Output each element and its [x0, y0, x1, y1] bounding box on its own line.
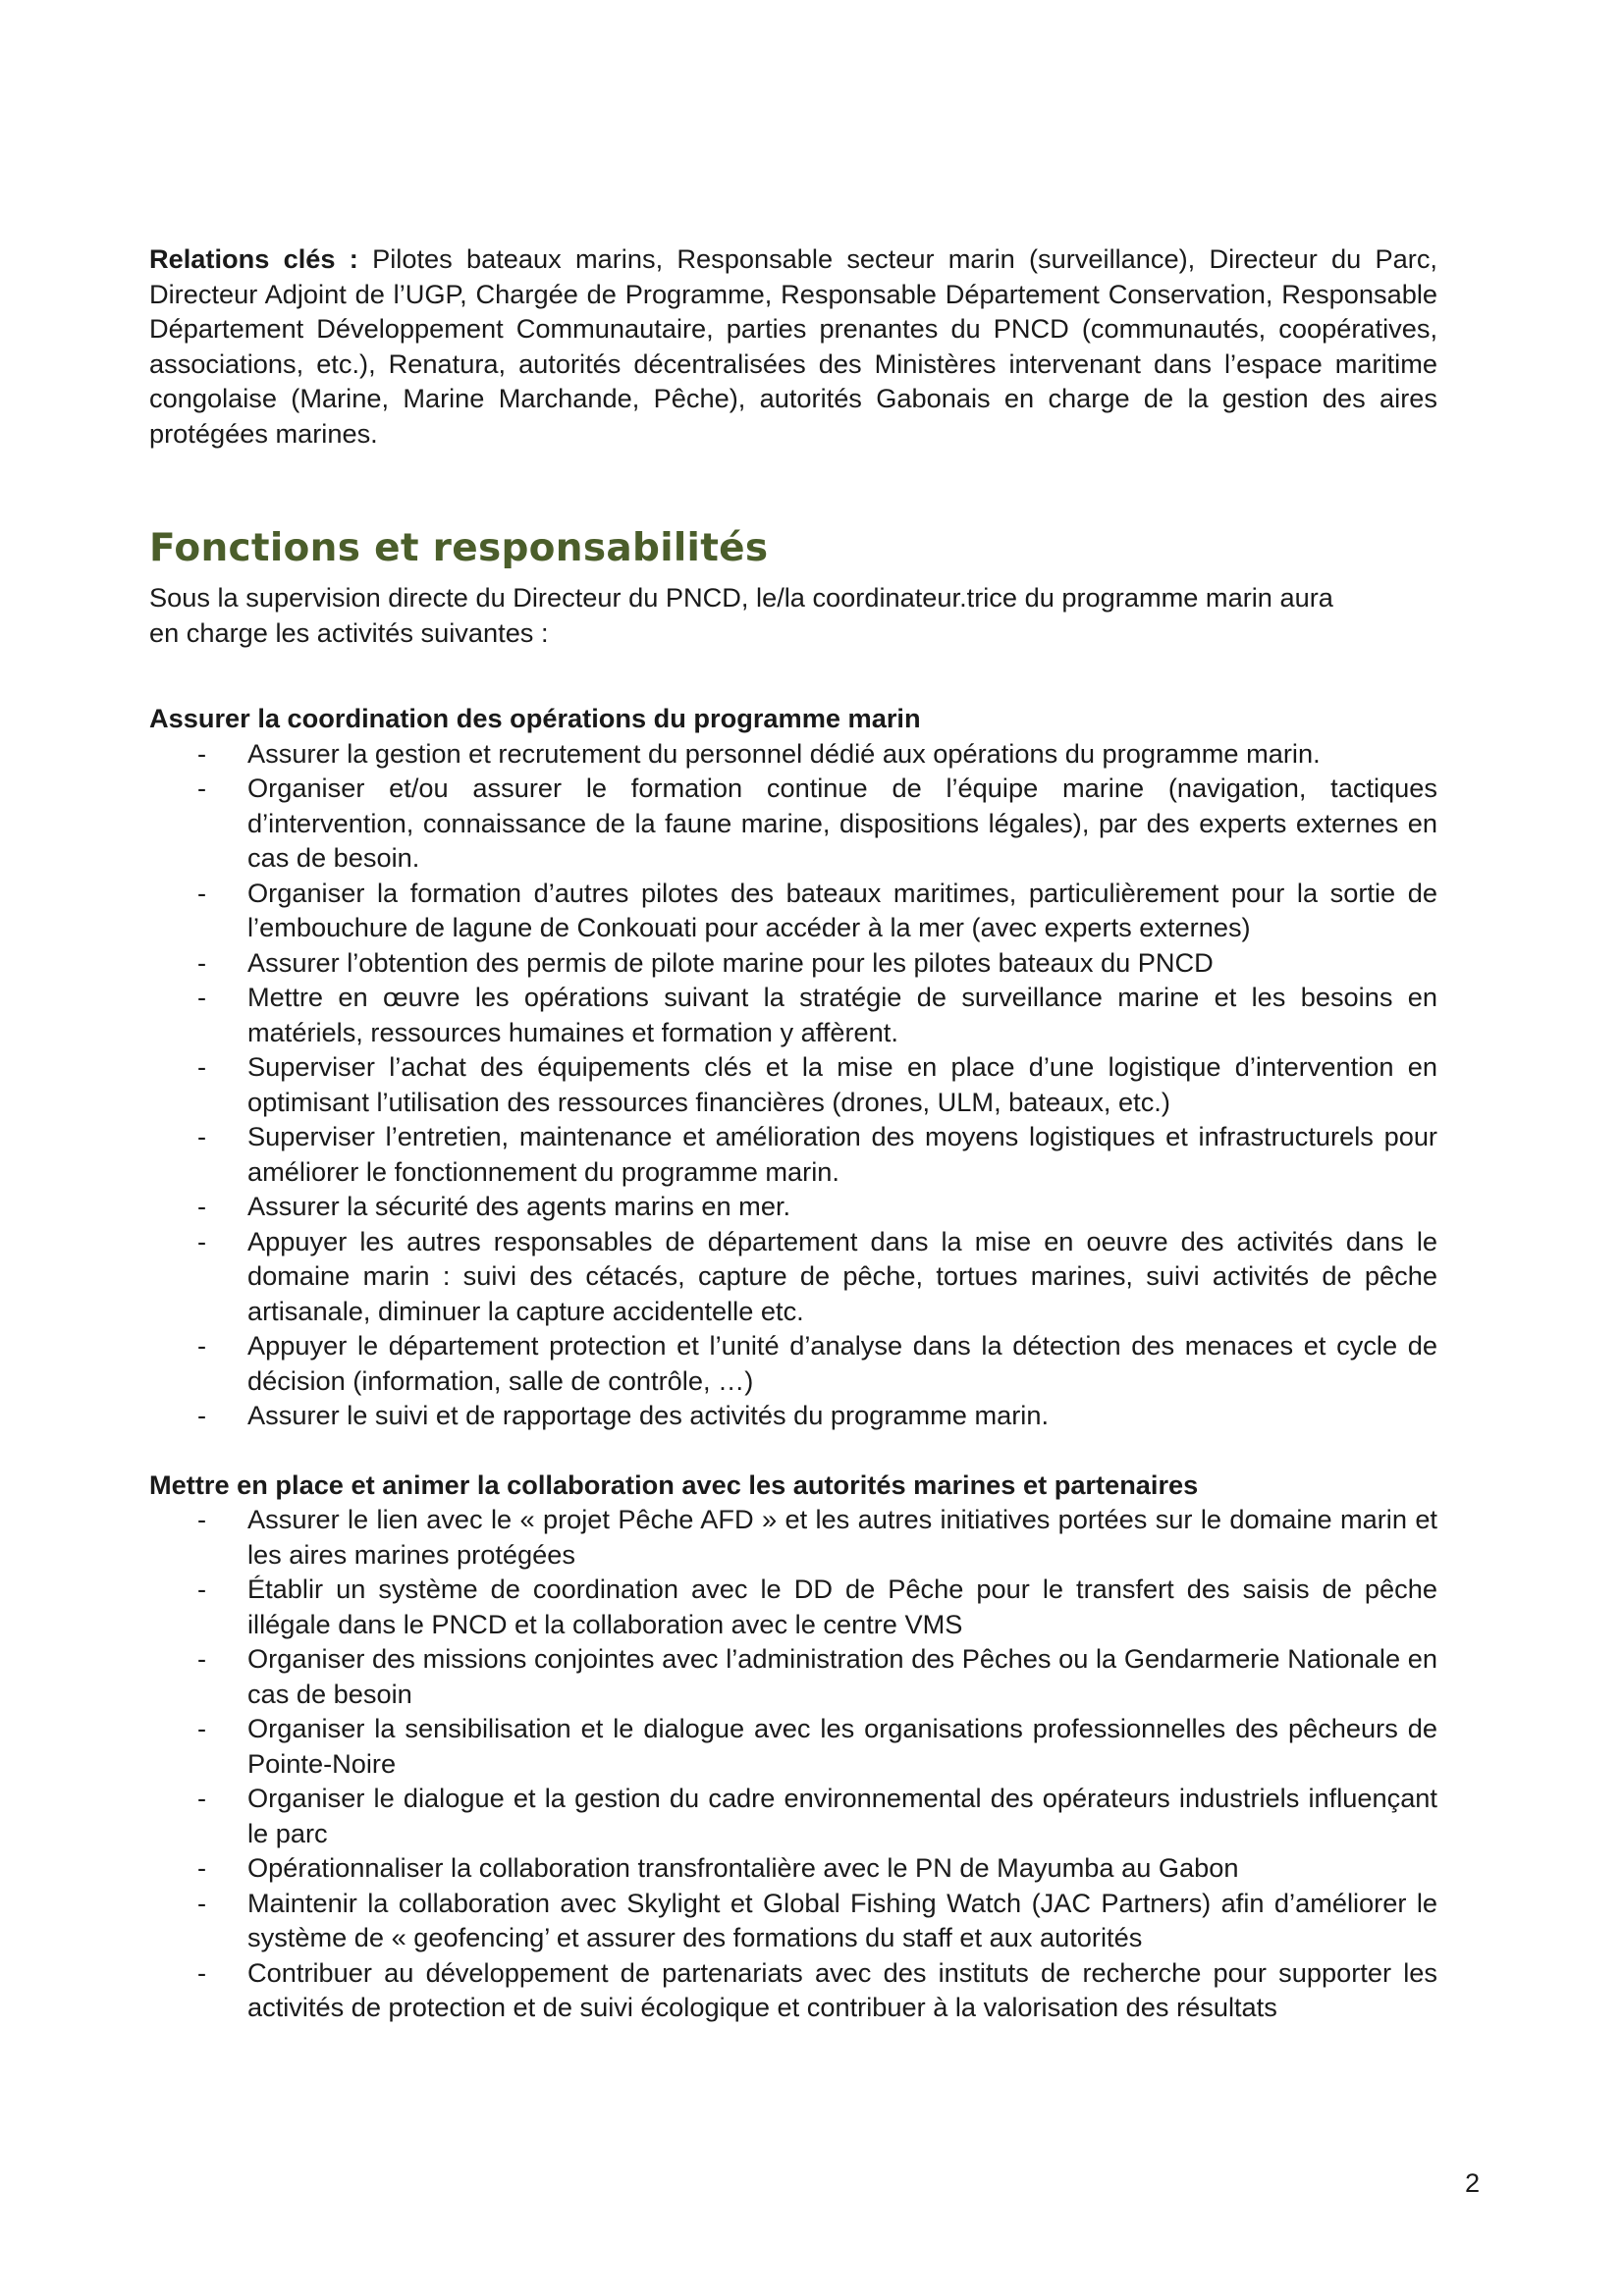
list-item: [149, 1502, 1437, 1572]
bullet-dash: -: [197, 1191, 207, 1221]
list-item-text: Contribuer au développement de partenariats avec des instituts de recherche pour supporter les activités de protection et de suivi écologique et contribuer à la valorisation des résultats: [247, 1956, 1437, 2022]
list-item: [149, 1641, 1437, 1711]
list-item: [149, 1781, 1437, 1850]
list-item: [149, 1189, 1437, 1224]
page-number: 2: [1465, 2167, 1481, 2198]
bullet-dash: -: [197, 1643, 207, 1674]
bullet-dash: -: [197, 877, 207, 908]
list-item: [149, 945, 1437, 981]
bullet-dash: -: [197, 1121, 207, 1151]
list-item-text: Superviser l’achat des équipements clés et la mise en place d’une logistique d’intervention en optimisant l’utilisation des ressources financières (drones, ULM, bateaux, etc.): [247, 1051, 1437, 1117]
list-item: [149, 1850, 1437, 1886]
list-item-text: Organiser le dialogue et la gestion du cadre environnemental des opérateurs industriels influençant le parc: [247, 1783, 1437, 1848]
list-item-text: Appuyer les autres responsables de département dans la mise en oeuvre des activités dans le domaine marin : suivi des cétacés, capture de pêche, tortues marines, suivi activités de pêche artisanale, diminuer la capture accidentelle etc.: [247, 1225, 1437, 1326]
bullet-dash: -: [197, 982, 207, 1012]
spacer: [149, 1433, 1437, 1468]
list-item: [149, 736, 1437, 772]
section-intro: Sous la supervision directe du Directeur du PNCD, le/la coordinateur.trice du programme marin aura en charge les activités suivantes :: [149, 582, 1333, 648]
list-item-text: Établir un système de coordination avec le DD de Pêche pour le transfert des saisis de pêche illégale dans le PNCD et la collaboration avec le centre VMS: [247, 1574, 1437, 1639]
bullet-dash: -: [197, 946, 207, 978]
list-item-text: Assurer la sécurité des agents marins en mer.: [247, 1191, 791, 1221]
bullet-dash: -: [197, 737, 207, 769]
bullet-dash: -: [197, 1713, 207, 1743]
list-item: [149, 1119, 1437, 1189]
list-item: [149, 1572, 1437, 1641]
bullet-dash: -: [197, 1783, 207, 1813]
key-relations-paragraph: [149, 241, 1437, 451]
list-item: [149, 1049, 1437, 1119]
bullet-dash: -: [197, 1330, 207, 1361]
group2-list: [149, 1502, 1437, 2025]
list-item: [149, 1886, 1437, 1955]
bullet-dash: -: [197, 1504, 207, 1534]
group2-heading: Mettre en place et animer la collaboration avec les autorités marines et partenaires: [149, 1468, 1199, 1500]
bullet-dash: -: [197, 773, 207, 803]
bullet-dash: -: [197, 1225, 207, 1256]
list-item-text: Organiser des missions conjointes avec l’administration des Pêches ou la Gendarmerie Nationale en cas de besoin: [247, 1643, 1437, 1709]
list-item-text: Maintenir la collaboration avec Skylight et Global Fishing Watch (JAC Partners) afin d’améliorer le système de « geofencing’ et assurer des formations du staff et aux autorités: [247, 1887, 1437, 1952]
section-title: Fonctions et responsabilités: [149, 526, 769, 570]
list-item-text: Appuyer le département protection et l’unité d’analyse dans la détection des menaces et cycle de décision (information, salle de contrôle, …): [247, 1330, 1437, 1396]
list-item-text: Organiser la formation d’autres pilotes des bateaux maritimes, particulièrement pour la sortie de l’embouchure de lagune de Conkouati pour accéder à la mer (avec experts externes): [247, 877, 1437, 942]
bullet-dash: -: [197, 1852, 207, 1883]
list-item: [149, 1398, 1437, 1433]
list-item-text: Assurer la gestion et recrutement du personnel dédié aux opérations du programme marin.: [247, 737, 1321, 769]
list-item-text: Assurer le lien avec le « projet Pêche AFD » et les autres initiatives portées sur le domaine marin et les aires marines protégées: [247, 1504, 1437, 1570]
list-item-text: Opérationnaliser la collaboration transfrontalière avec le PN de Mayumba au Gabon: [247, 1852, 1239, 1883]
group1-heading: Assurer la coordination des opérations du programme marin: [149, 703, 921, 733]
document-page: [149, 241, 1437, 2025]
list-item: [149, 771, 1437, 876]
list-item: [149, 876, 1437, 945]
list-item: [149, 1328, 1437, 1398]
bullet-dash: -: [197, 1574, 207, 1604]
bullet-dash: -: [197, 1887, 207, 1918]
list-item-text: Organiser la sensibilisation et le dialogue avec les organisations professionnelles des pêcheurs de Pointe-Noire: [247, 1713, 1437, 1779]
list-item: [149, 980, 1437, 1049]
list-item-text: Assurer l’obtention des permis de pilote marine pour les pilotes bateaux du PNCD: [247, 946, 1214, 978]
list-item: [149, 1955, 1437, 2025]
list-item-text: Mettre en œuvre les opérations suivant la stratégie de surveillance marine et les besoins en matériels, ressources humaines et formation y affèrent.: [247, 982, 1437, 1047]
key-relations-text: Pilotes bateaux marins, Responsable secteur marin (surveillance), Directeur du Parc, Directeur Adjoint de l’UGP, Chargée de Programme, Responsable Département Conservation, Responsable Département Développement Communautaire, parties prenantes du PNCD (communautés, coopératives, associations, etc.), Renatura, autorités décentralisées des Ministères intervenant dans l’espace maritime congolaise (Marine, Marine Marchande, Pêche), autorités Gabonais en charge de la gestion des aires protégées marines.: [149, 243, 1437, 449]
list-item-text: Superviser l’entretien, maintenance et amélioration des moyens logistiques et infrastructurels pour améliorer le fonctionnement du programme marin.: [247, 1121, 1437, 1187]
key-relations-label: Relations clés :: [149, 243, 358, 274]
list-item: [149, 1224, 1437, 1329]
list-item: [149, 1711, 1437, 1781]
list-item-text: Organiser et/ou assurer le formation continue de l’équipe marine (navigation, tactiques d’intervention, connaissance de la faune marine, dispositions légales), par des experts externes en cas de besoin.: [247, 773, 1437, 873]
group1-list: [149, 736, 1437, 1433]
bullet-dash: -: [197, 1051, 207, 1082]
bullet-dash: -: [197, 1956, 207, 1988]
bullet-dash: -: [197, 1400, 207, 1430]
list-item-text: Assurer le suivi et de rapportage des activités du programme marin.: [247, 1400, 1049, 1430]
